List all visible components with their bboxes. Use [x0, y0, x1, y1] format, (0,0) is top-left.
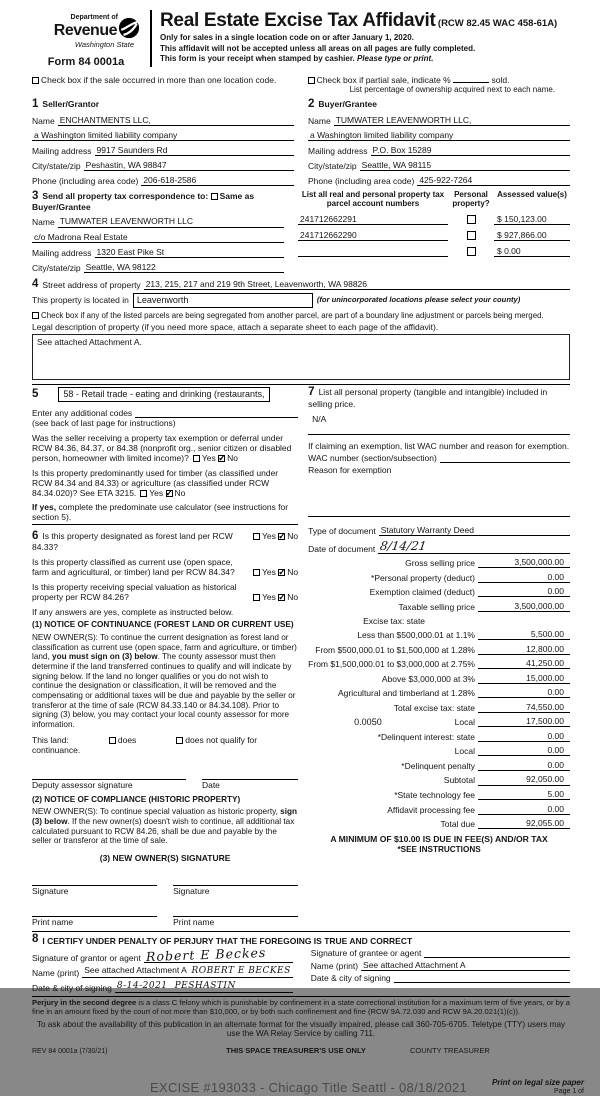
correspondence-mailing-label: Mailing address — [32, 247, 92, 258]
local-tax-label: Local — [454, 717, 475, 728]
notice-continuance-bold: you must sign on (3) below — [52, 652, 158, 662]
delinquent-interest-state-value[interactable]: 0.00 — [478, 731, 570, 742]
agricultural-timberland-value[interactable]: 0.00 — [478, 687, 570, 698]
buyer-name2-field[interactable]: a Washington limited liability company — [308, 130, 570, 141]
parcel-table — [298, 191, 570, 273]
parcel-number-field[interactable] — [298, 247, 448, 257]
new-owner-signature-line[interactable] — [32, 875, 157, 886]
total-due-value[interactable]: 92,055.00 — [478, 818, 570, 829]
signature-label: Signature — [173, 886, 210, 897]
state-technology-fee-label: *State technology fee — [394, 790, 475, 800]
subtotal-value[interactable]: 92,050.00 — [478, 774, 570, 785]
certify-statement: I CERTIFY UNDER PENALTY OF PERJURY THAT THE FOREGOING IS TRUE AND CORRECT — [42, 935, 413, 946]
located-in-select[interactable]: Leavenworth — [133, 293, 313, 308]
does-not-label: does not qualify for — [185, 734, 258, 745]
deputy-assessor-label: Deputy assessor signature — [32, 779, 133, 790]
gross-selling-price-label: Gross selling price — [405, 558, 475, 569]
land-does-checkbox[interactable] — [109, 737, 116, 744]
no-label: No — [287, 530, 299, 541]
wac-number-label: WAC number (section/subsection) — [308, 452, 437, 463]
personal-property-checkbox[interactable] — [467, 215, 476, 224]
document-type-field[interactable]: Statutory Warranty Deed — [379, 525, 570, 536]
stamp-row — [32, 1078, 584, 1096]
document-date-label: Date of document — [308, 543, 376, 554]
buyer-phone-label: Phone (including area code) — [308, 175, 415, 186]
delinquent-penalty-value[interactable]: 0.00 — [478, 760, 570, 771]
grantor-print-name-typed: See attached Attachment A — [84, 965, 187, 976]
deputy-date-line[interactable] — [202, 769, 298, 780]
ownership-percentage-note: List percentage of ownership acquired next to each name. — [349, 84, 556, 94]
exemption-deferral-question: Was the seller receiving a property tax exemption or deferral under RCW 84.36, 84.37, or 84.38 (nonprofit org., senior citizen or disabled person, homeowner with limited income)? — [32, 432, 292, 463]
minimum-due-note: A MINIMUM OF $10.00 IS DUE IN FEE(S) AND/OR TAX — [330, 834, 548, 845]
agricultural-timberland-label: Agricultural and timberland at 1.28% — [337, 688, 475, 699]
section-1-title: Seller/Grantor — [42, 99, 100, 110]
notice-compliance-title: (2) NOTICE OF COMPLIANCE (HISTORIC PROPERTY) — [32, 794, 241, 804]
delinquent-interest-state-label: *Delinquent interest: state — [377, 731, 475, 742]
section-4-number: 4 — [32, 277, 39, 290]
notice-compliance-body — [32, 807, 298, 846]
section-3-number: 3 — [32, 189, 39, 202]
grantor-signature-field[interactable] — [144, 944, 293, 964]
county-treasurer-label: COUNTY TREASURER — [410, 1045, 490, 1055]
new-owner-signature-line[interactable] — [173, 875, 298, 886]
see-instructions-note: *SEE INSTRUCTIONS — [397, 845, 481, 855]
partial-sale-percent-field[interactable] — [453, 76, 489, 83]
parcel-row — [298, 214, 570, 225]
dor-swirl-icon — [118, 17, 140, 41]
assessed-values-header: Assessed value(s) — [497, 189, 567, 199]
section-2-buyer — [308, 99, 570, 186]
personal-property-deduct-value[interactable]: 0.00 — [478, 572, 570, 583]
grantee-date-city-field[interactable] — [394, 973, 570, 983]
header — [32, 6, 570, 69]
notice-compliance-text-1: NEW OWNER(S): To continue special valuation as historic property, — [32, 807, 281, 817]
total-excise-state-value[interactable]: 74,550.00 — [478, 702, 570, 713]
grantor-print-name-handwriting: ROBERT E BECKES — [191, 966, 291, 977]
delinquent-interest-local-value[interactable]: 0.00 — [478, 745, 570, 756]
section-8-number: 8 — [32, 933, 39, 946]
s6-q3-yes-checkbox[interactable] — [253, 594, 260, 601]
section-7 — [308, 387, 570, 409]
delinquent-interest-local-label: Local — [454, 746, 475, 757]
dor-logo-block — [32, 6, 140, 69]
multi-location-label: Check box if the sale occurred in more than one location code. — [41, 74, 277, 85]
exemption-claimed-value[interactable]: 0.00 — [478, 586, 570, 597]
legal-description-label: Legal description of property (if you need more space, attach a separate sheet to each page of the affidavit). — [32, 321, 439, 332]
revenue-wordmark: Revenue — [53, 22, 117, 40]
correspondence-city-field[interactable]: Seattle, WA 98122 — [84, 262, 284, 273]
signature-label: Signature — [32, 886, 69, 897]
exemption-note: If claiming an exemption, list WAC number and reason for exemption. — [308, 440, 570, 451]
wac-number-field[interactable] — [440, 453, 570, 463]
current-use-question: Is this property classified as current use (open space, farm and agricultural, or timber) land per RCW 84.34? — [32, 557, 235, 578]
notice-continuance-text-1: NEW OWNER(S): To continue the current designation as forest land or classification as current use (open space, farm and agriculture, or timber) land, — [32, 633, 297, 662]
gross-selling-price-value[interactable]: 3,500,000.00 — [478, 557, 570, 568]
section-1-number: 1 — [32, 98, 39, 111]
s5-q1-yes-checkbox[interactable] — [193, 455, 200, 462]
same-as-buyer-label: Same as Buyer/Grantee — [32, 190, 255, 213]
grantor-date-handwriting: 8-14-2021 — [116, 981, 168, 992]
personal-property-value: N/A — [312, 413, 327, 424]
land-use-code-field[interactable]: 58 - Retail trade - eating and drinking (restaurants, — [58, 387, 269, 402]
grantor-city-handwriting: PESHASTIN — [174, 981, 236, 992]
section-3-correspondence — [32, 191, 298, 273]
additional-codes-label: Enter any additional codes — [32, 407, 133, 418]
personal-property-checkbox[interactable] — [467, 247, 476, 256]
buyer-mailing-label: Mailing address — [308, 145, 368, 156]
personal-property-checkbox[interactable] — [467, 231, 476, 240]
if-any-yes-note: If any answers are yes, complete as instructed below. — [32, 607, 234, 618]
tier3-value[interactable]: 41,250.00 — [478, 658, 570, 669]
s6-q2-yes-checkbox[interactable] — [253, 569, 260, 576]
section-2-title: Buyer/Grantee — [318, 99, 377, 110]
segregated-checkbox[interactable] — [32, 312, 39, 319]
same-as-buyer-checkbox[interactable] — [211, 193, 218, 200]
correspondence-mailing-field[interactable]: 1320 East Pike St — [95, 247, 284, 258]
multi-location-checkbox[interactable] — [32, 77, 39, 84]
timber-agriculture-question: Is this property predominantly used for timber (as classified under RCW 84.34 and 84.33) or agriculture (as classified under RCW 84.34.020)? See ETA 3215. — [32, 467, 279, 498]
parcel-row — [298, 230, 570, 241]
partial-sale-sold-label: sold. — [491, 74, 510, 85]
correspondence-name2-field[interactable]: c/o Madrona Real Estate — [32, 232, 284, 243]
notice-continuance-text-2: . The county assessor must then determine if the land transferred continues to qualify and will indicate by signing below. If the land no longer qualifies or you do not wish to continue the designation or classification, it will be removed and the compensating or additional taxes will be due and payable by the seller or transferor at the time of sale (RCW 84.33.140 or 84.34.108). Prior to signing (3) below, you may contact your local county assessor for more information. — [32, 652, 296, 730]
street-address-label: Street address of property — [42, 280, 141, 291]
s6-q1-no-checkbox[interactable] — [278, 533, 285, 540]
document-type-label: Type of document — [308, 525, 376, 536]
tier2-label: From $500,000.01 to $1,500,000 at 1.28% — [315, 644, 475, 655]
notice-compliance-text-2: . If the new owner(s) doesn't wish to continue, all additional tax calculated pursuant to RCW 84.26, shall be due and payable by the seller or transferor at the time of sale. — [32, 817, 295, 846]
print-name-label: Print name — [32, 917, 74, 928]
taxable-selling-price-label: Taxable selling price — [398, 601, 475, 612]
yes-label: Yes — [262, 592, 276, 603]
subtotal-label: Subtotal — [443, 775, 475, 786]
rcw-reference: (RCW 82.45 WAC 458-61A) — [437, 18, 558, 29]
notice-continuance-title: (1) NOTICE OF CONTINUANCE (FOREST LAND OR CURRENT USE) — [32, 620, 294, 630]
seller-mailing-label: Mailing address — [32, 145, 92, 156]
document-date-field[interactable]: 8/14/21 — [379, 538, 428, 553]
seller-name-field[interactable]: ENCHANTMENTS LLC, — [58, 115, 294, 126]
print-legal-size-note: Print on legal size paper — [491, 1078, 584, 1088]
assessed-value-field[interactable]: $ 927,866.00 — [494, 230, 570, 241]
grantee-date-city-label: Date & city of signing — [310, 972, 391, 983]
personal-property-intro: List all personal property (tangible and intangible) included in selling price. — [308, 387, 548, 409]
parcel-number-field[interactable]: 241712662291 — [298, 214, 448, 225]
grantor-print-name-field[interactable] — [82, 965, 293, 978]
excise-stamp: EXCISE #193033 - Chicago Title Seattl - 08/18/2021 — [150, 1080, 468, 1096]
local-tax-value[interactable]: 17,500.00 — [478, 716, 570, 727]
buyer-phone-field[interactable]: 425-922-7264 — [417, 175, 570, 186]
assessed-value-field[interactable]: $ 150,123.00 — [494, 214, 570, 225]
perjury-bold: Perjury in the second degree — [32, 997, 137, 1007]
grantee-signature-field[interactable] — [424, 948, 570, 958]
segregated-label: Check box if any of the listed parcels are being segregated from another parcel, are part of a boundary line adjustment or parcels being merged. — [41, 310, 544, 320]
grantor-print-name-label: Name (print) — [32, 968, 80, 979]
deputy-date-label: Date — [201, 779, 220, 790]
affidavit-processing-fee-label: Affidavit processing fee — [387, 804, 475, 815]
buyer-city-field[interactable]: Seattle, WA 98115 — [360, 160, 570, 171]
section-5 — [32, 387, 298, 402]
tier2-value[interactable]: 12,800.00 — [478, 644, 570, 655]
personal-property-deduct-label: *Personal property (deduct) — [371, 572, 475, 583]
subtitle-3-text: This form is your receipt when stamped by cashier. — [160, 54, 357, 64]
grantee-signature-label: Signature of grantee or agent — [310, 947, 422, 958]
new-owner-signature-title: (3) NEW OWNER(S) SIGNATURE — [99, 853, 231, 864]
assessed-value-field[interactable]: $ 0.00 — [494, 246, 570, 257]
buyer-city-label: City/state/zip — [308, 160, 357, 171]
subtitle-3-italic: Please type or print. — [356, 54, 434, 64]
delinquent-penalty-label: *Delinquent penalty — [401, 760, 475, 771]
excise-tax-state-header: Excise tax: state — [363, 615, 426, 626]
grantor-date-city-field[interactable] — [115, 980, 293, 993]
partial-sale-checkbox[interactable] — [308, 77, 315, 84]
notice-compliance-bold: sign (3) below — [32, 807, 297, 827]
taxable-selling-price-value[interactable]: 3,500,000.00 — [478, 601, 570, 612]
form-number: Form 84 0001a — [47, 55, 125, 68]
buyer-mailing-field[interactable]: P.O. Box 15289 — [371, 145, 570, 156]
exemption-claimed-label: Exemption claimed (deduct) — [369, 587, 475, 598]
correspondence-city-label: City/state/zip — [32, 262, 81, 273]
yes-label: Yes — [262, 530, 276, 541]
no-label: No — [287, 567, 299, 578]
continuance-label: continuance. — [32, 744, 81, 755]
tier1-label: Less than $500,000.01 at 1.1% — [357, 630, 475, 641]
parcel-numbers-header: List all real and personal property tax parcel account numbers — [301, 189, 445, 208]
s6-q3-no-checkbox[interactable] — [278, 594, 285, 601]
page-title: Real Estate Excise Tax Affidavit — [160, 10, 436, 31]
print-name-line[interactable] — [173, 906, 298, 917]
subtitle-2: This affidavit will not be accepted unless all areas on all pages are fully completed. — [160, 43, 476, 53]
no-label: No — [174, 487, 186, 498]
header-divider — [150, 10, 152, 67]
section-6-number: 6 — [32, 529, 39, 542]
affidavit-processing-fee-value[interactable]: 0.00 — [478, 804, 570, 815]
tier3-label: From $1,500,000.01 to $3,000,000 at 2.75% — [308, 659, 475, 670]
footer-row — [32, 1047, 570, 1056]
section-3-title: Send all property tax correspondence to: — [42, 190, 209, 201]
this-land-label: This land: — [32, 734, 69, 745]
section-5-number: 5 — [32, 387, 39, 400]
yes-label: Yes — [201, 452, 216, 463]
legal-description-value: See attached Attachment A. — [37, 337, 142, 347]
predominate-use-note: complete the predominate use calculator (see instructions for section 5). — [32, 501, 289, 522]
personal-property-header: Personal property? — [452, 189, 490, 208]
buyer-name-field[interactable]: TUMWATER LEAVENWORTH LLC, — [334, 115, 570, 126]
subtitle-3 — [160, 54, 570, 63]
section-6 — [32, 531, 298, 553]
section-4-property — [32, 279, 570, 380]
grantee-print-name-field[interactable]: See attached Attachment A — [361, 960, 570, 971]
additional-codes-field[interactable] — [135, 408, 298, 418]
section-8-certification — [32, 931, 570, 992]
print-name-line[interactable] — [32, 906, 157, 917]
s6-q2-no-checkbox[interactable] — [278, 569, 285, 576]
reason-exemption-label: Reason for exemption — [308, 464, 392, 475]
total-due-label: Total due — [440, 819, 475, 830]
personal-property-field[interactable] — [308, 409, 570, 435]
s5-q2-no-checkbox[interactable] — [166, 490, 173, 497]
unincorporated-note: (for unincorporated locations please select your county) — [316, 294, 521, 304]
correspondence-name-field[interactable]: TUMWATER LEAVENWORTH LLC — [58, 216, 284, 227]
correspondence-name-label: Name — [32, 217, 55, 228]
state-technology-fee-value[interactable]: 5.00 — [478, 789, 570, 800]
no-label: No — [227, 452, 238, 463]
seller-phone-field[interactable]: 206-618-2586 — [141, 175, 294, 186]
treasurer-use-label: THIS SPACE TREASURER'S USE ONLY — [226, 1045, 366, 1055]
washington-state-label: Washington State — [74, 40, 134, 50]
grantor-signature-handwriting: Robert E Beckes — [145, 944, 267, 964]
seller-phone-label: Phone (including area code) — [32, 175, 139, 186]
no-label: No — [287, 592, 299, 603]
section-divider — [32, 384, 570, 385]
land-does-not-checkbox[interactable] — [176, 737, 183, 744]
section-2-number: 2 — [308, 98, 315, 111]
parcel-row — [298, 246, 570, 257]
total-excise-state-label: Total excise tax: state — [393, 702, 475, 713]
buyer-name-label: Name — [308, 115, 331, 126]
perjury-statement — [32, 996, 570, 1017]
parcel-number-field[interactable]: 241712662290 — [298, 230, 448, 241]
alternate-format-note: To ask about the availability of this publication in an alternate format for the visually impaired, please call 360-705-6705. Teletype (TTY) users may use the WA Relay Service by calling 711. — [36, 1019, 566, 1039]
seller-city-field[interactable]: Peshastin, WA 98847 — [84, 160, 294, 171]
grantee-print-name-label: Name (print) — [310, 960, 359, 971]
tier4-label: Above $3,000,000 at 3% — [381, 673, 475, 684]
forest-land-question: Is this property designated as forest land per RCW 84.33? — [32, 530, 233, 553]
s6-q1-yes-checkbox[interactable] — [253, 533, 260, 540]
historical-property-question: Is this property receiving special valuation as historical property per RCW 84.26? — [32, 582, 237, 603]
partial-sale-label: Check box if partial sale, indicate % — [316, 74, 451, 85]
seller-name-label: Name — [32, 115, 55, 126]
does-label: does — [117, 734, 137, 745]
if-yes-bold: If yes, — [32, 501, 57, 512]
tier4-value[interactable]: 15,000.00 — [478, 673, 570, 684]
grantor-signature-label: Signature of grantor or agent — [32, 953, 141, 964]
reason-exemption-field[interactable] — [308, 475, 570, 517]
section-7-number: 7 — [308, 386, 315, 398]
subtitle-1: Only for sales in a single location code on or after January 1, 2020. — [160, 33, 414, 43]
local-rate-value: 0.0050 — [354, 716, 382, 727]
yes-label: Yes — [149, 487, 164, 498]
section-1-seller — [32, 99, 308, 186]
dept-of-label: Department of — [70, 14, 118, 21]
grantor-date-city-label: Date & city of signing — [32, 982, 112, 993]
street-address-field[interactable]: 213, 215, 217 and 219 9th Street, Leavenworth, WA 98826 — [144, 279, 570, 290]
rev-number: REV 84 0001a (7/30/21) — [32, 1047, 108, 1055]
notice-continuance-body — [32, 633, 298, 730]
located-in-label: This property is located in — [32, 295, 129, 306]
see-back-note: (see back of last page for instructions) — [32, 417, 176, 428]
yes-label: Yes — [262, 567, 276, 578]
page-number-note: Page 1 of — [554, 1087, 584, 1095]
s5-q1-no-checkbox[interactable] — [218, 455, 225, 462]
seller-name2-field[interactable]: a Washington limited liability company — [32, 130, 294, 141]
seller-mailing-field[interactable]: 9917 Saunders Rd — [95, 145, 294, 156]
s5-q2-yes-checkbox[interactable] — [140, 490, 147, 497]
print-name-label: Print name — [173, 917, 215, 928]
legal-description-box[interactable] — [32, 334, 570, 380]
seller-city-label: City/state/zip — [32, 160, 81, 171]
tier1-value[interactable]: 5,500.00 — [478, 629, 570, 640]
deputy-assessor-signature-line[interactable] — [32, 769, 186, 780]
perjury-text: is a class C felony which is punishable by confinement in a state correctional institution for a maximum term of five years, or by a fine in an amount fixed by the court of not more than $10,000, or by both such confinement and fine (RCW 9A.72.030 and RCW 9A.20.021(1)(c)). — [32, 997, 570, 1016]
